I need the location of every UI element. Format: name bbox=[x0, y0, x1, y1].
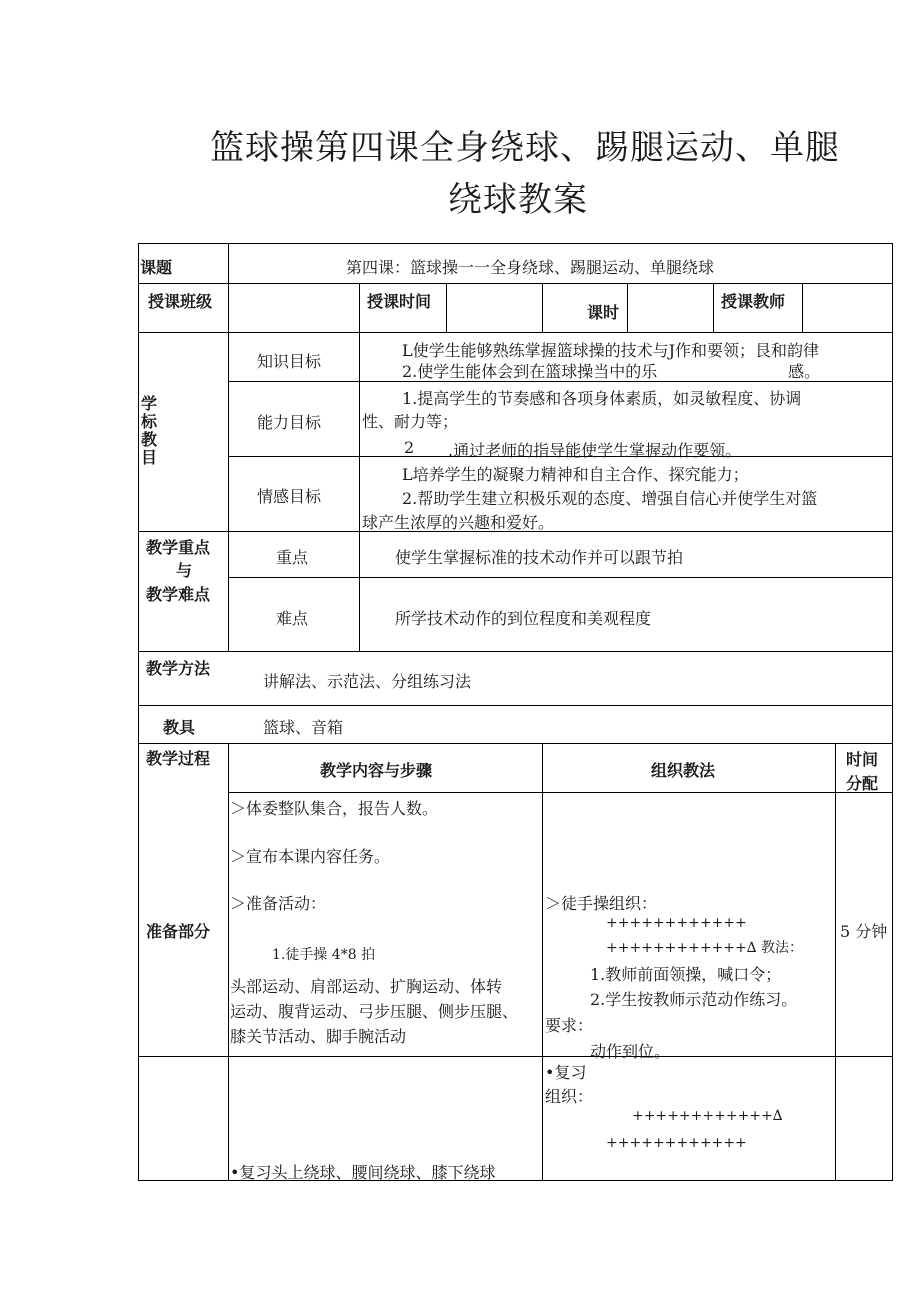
ability-line2: 性、耐力等； bbox=[362, 412, 459, 431]
topic-value: 第四课：篮球操一一全身绕球、踢腿运动、单腿绕球 bbox=[346, 258, 715, 277]
topic-label: 课题 bbox=[140, 258, 173, 277]
emotion-label: 情感目标 bbox=[257, 487, 322, 506]
hours-label: 课时 bbox=[587, 303, 620, 322]
col-org-header: 组织教法 bbox=[651, 761, 716, 780]
equipment-value: 篮球、音箱 bbox=[263, 718, 344, 737]
col-time-header-l2: 分配 bbox=[846, 774, 879, 793]
prep-label: 准备部分 bbox=[146, 922, 211, 941]
prep-content-6: 运动、腹背运动、弓步压腿、侧步压腿、 bbox=[230, 1002, 519, 1021]
prep-org-3: ++++++++++++∆ 教法： bbox=[606, 940, 803, 956]
focus-label-l1: 教学重点 bbox=[146, 538, 211, 557]
prep-content-7: 膝关节活动、脚手腕活动 bbox=[230, 1027, 407, 1046]
key-point-label: 重点 bbox=[276, 548, 309, 567]
focus-label-l3: 教学难点 bbox=[146, 585, 211, 604]
equipment-label: 教具 bbox=[163, 718, 196, 737]
knowledge-label: 知识目标 bbox=[257, 352, 322, 371]
prep-org-2: ++++++++++++ bbox=[606, 915, 747, 931]
ability-label: 能力目标 bbox=[257, 413, 322, 432]
prep-content-4: 1.徒手操 4*8 拍 bbox=[272, 947, 376, 963]
key-point-value: 使学生掌握标准的技术动作并可以跟节拍 bbox=[395, 548, 684, 567]
prep-org-6: 要求： bbox=[545, 1016, 594, 1035]
review-org-4: ++++++++++++ bbox=[606, 1135, 747, 1151]
knowledge-line2b: 感。 bbox=[788, 362, 821, 381]
doc-title-line2: 绕球教案 bbox=[448, 180, 588, 220]
knowledge-line1: L使学生能够熟练掌握篮球操的技术与J作和要领；艮和韵律 bbox=[402, 341, 820, 360]
doc-title-line1: 篮球操第四课全身绕球、踢腿运动、单腿 bbox=[210, 128, 840, 168]
prep-org-5: 2.学生按教师示范动作练习。 bbox=[590, 990, 798, 1009]
knowledge-line2a: 2.使学生能体会到在篮球操当中的乐 bbox=[402, 362, 658, 381]
prep-content-2: ＞宣布本课内容任务。 bbox=[230, 847, 391, 866]
emotion-line2: 2.帮助学生建立积极乐观的态度、增强自信心并使学生对篮 bbox=[402, 489, 818, 508]
prep-content-1: ＞体委整队集合，报告人数。 bbox=[230, 799, 439, 818]
difficulty-value: 所学技术动作的到位程度和美观程度 bbox=[395, 609, 652, 628]
ability-line3: .通过老师的指导能使学生掌握动作要领。 bbox=[448, 441, 742, 460]
emotion-line3: 球产生浓厚的兴趣和爱好。 bbox=[362, 513, 555, 532]
process-label: 教学过程 bbox=[146, 749, 211, 768]
review-org-3: ++++++++++++∆ bbox=[632, 1108, 783, 1124]
review-content: •复习头上绕球、腰间绕球、膝下绕球 bbox=[230, 1163, 496, 1182]
col-content-header: 教学内容与步骤 bbox=[320, 761, 433, 780]
ability-line1: 1.提高学生的节奏感和各项身体素质，如灵敏程度、协调 bbox=[402, 389, 802, 408]
prep-content-5: 头部运动、肩部运动、扩胸运动、体转 bbox=[230, 977, 503, 996]
ability-line3-num: 2 bbox=[404, 438, 415, 457]
prep-org-7: 动作到位。 bbox=[590, 1042, 671, 1061]
method-value: 讲解法、示范法、分组练习法 bbox=[263, 672, 472, 691]
review-org-1: •复习 bbox=[545, 1063, 587, 1082]
focus-label-l2: 与 bbox=[176, 561, 193, 580]
difficulty-label: 难点 bbox=[276, 609, 309, 628]
prep-content-3: ＞准备活动： bbox=[230, 894, 327, 913]
objectives-label: 学 标 教 目 bbox=[141, 394, 158, 467]
emotion-line1: L培养学生的凝聚力精神和自主合作、探究能力； bbox=[402, 465, 749, 484]
review-org-2: 组织： bbox=[545, 1087, 594, 1106]
method-label: 教学方法 bbox=[146, 659, 211, 678]
class-label: 授课班级 bbox=[148, 292, 213, 311]
teacher-label: 授课教师 bbox=[721, 292, 786, 311]
time-label: 授课时间 bbox=[367, 292, 432, 311]
prep-org-4: 1.教师前面领操，喊口令； bbox=[590, 965, 782, 984]
prep-org-1: ＞徒手操组织： bbox=[545, 894, 658, 913]
prep-time: 5 分钟 bbox=[840, 922, 888, 941]
col-time-header-l1: 时间 bbox=[846, 750, 879, 769]
